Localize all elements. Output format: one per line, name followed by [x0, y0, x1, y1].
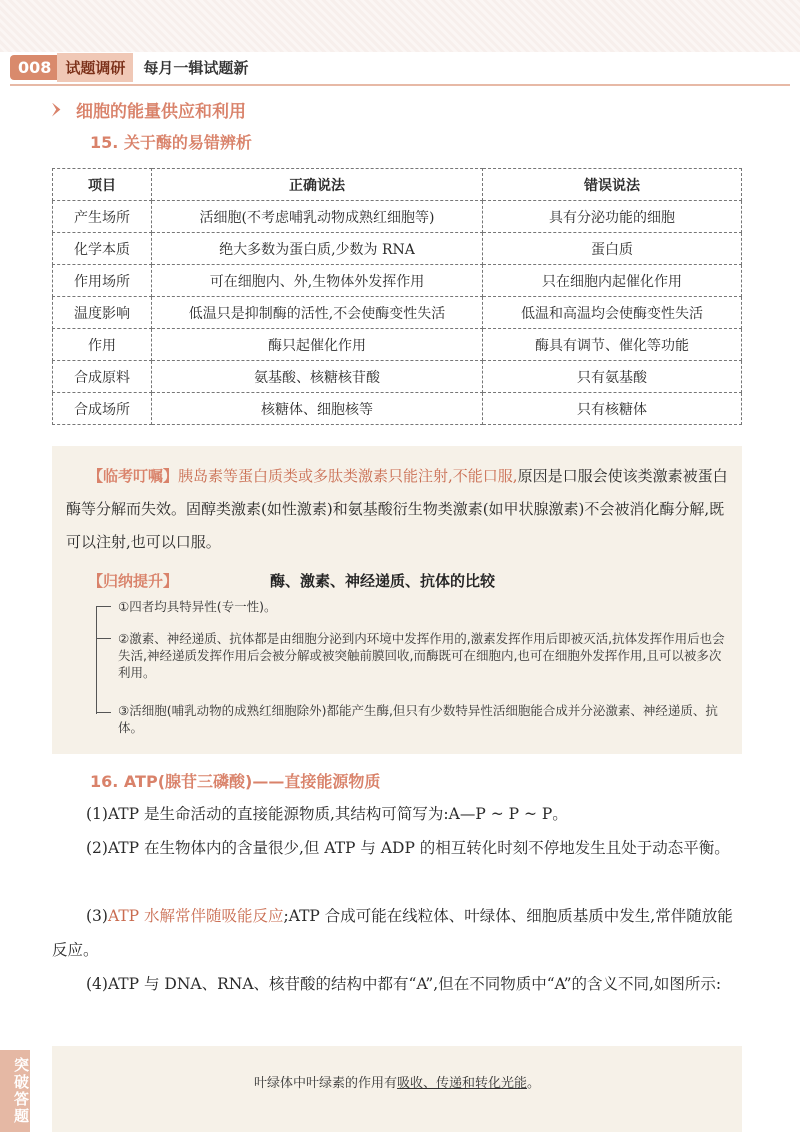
- bracket-tick: [97, 606, 111, 607]
- summary-note-3: ③活细胞(哺乳动物的成熟红细胞除外)都能产生酶,但只有少数特异性活细胞能合成并分泌激素、神经递质、抗体。: [118, 703, 718, 735]
- exam-tip-emphasis: 胰岛素等蛋白质类或多肽类激素只能注射,不能口服,: [178, 467, 518, 485]
- atp-point-3-highlight: ATP 水解常伴随吸能反应: [107, 907, 284, 925]
- table-row: [53, 329, 742, 361]
- summary-note-2: ②激素、神经递质、抗体都是由细胞分泌到内环境中发挥作用的,激素发挥作用后即被灭活,抗体发挥作用后也会失活,神经递质发挥作用后会被分解或被突触前膜回收,而酶既可在细胞内,也可在细胞外发挥作用,且可以被多次利用。: [118, 631, 725, 680]
- table-header-cell: 正确说法: [152, 169, 483, 201]
- summary-heading: [88, 570, 688, 594]
- table-header-row: [53, 169, 742, 201]
- bottom-note-prefix: 叶绿体中叶绿素的作用有: [253, 1076, 397, 1091]
- summary-label: 【归纳提升】: [88, 572, 179, 590]
- table-row: [53, 393, 742, 425]
- table-cell: 作用场所: [53, 265, 152, 297]
- table-cell: 合成原料: [53, 361, 152, 393]
- atp-point-3-rest: ;ATP 合成可能在线粒体、叶绿体、细胞质基质中发生,常伴随放能反应。: [52, 907, 733, 959]
- table-cell: 只有核糖体: [483, 393, 742, 425]
- topic-15-title: 15. 关于酶的易错辨析: [90, 133, 252, 152]
- table-row: [53, 297, 742, 329]
- table-cell: 产生场所: [53, 201, 152, 233]
- summary-note-1: ①四者均具特异性(专一性)。: [118, 599, 277, 614]
- table-cell: 可在细胞内、外,生物体外发挥作用: [152, 265, 483, 297]
- table-header-cell: 项目: [53, 169, 152, 201]
- exam-tip-label: 【临考叮嘱】: [88, 467, 179, 485]
- table-cell: 合成场所: [53, 393, 152, 425]
- table-cell: 只有氨基酸: [483, 361, 742, 393]
- atp-point-3: [52, 899, 742, 967]
- table-cell: 酶只起催化作用: [152, 329, 483, 361]
- atp-point-4: (4)ATP 与 DNA、RNA、核苷酸的结构中都有“A”,但在不同物质中“A”的含义不同,如图所示:: [86, 975, 722, 993]
- table-cell: 绝大多数为蛋白质,少数为 RNA: [152, 233, 483, 265]
- atp-point-2: (2)ATP 在生物体内的含量很少,但 ATP 与 ADP 的相互转化时刻不停地发生且处于动态平衡。: [86, 839, 730, 857]
- bottom-note-text: [52, 1072, 742, 1091]
- table-cell: 温度影响: [53, 297, 152, 329]
- table-row: [53, 361, 742, 393]
- page-number: 008: [10, 55, 57, 80]
- table-cell: 只在细胞内起催化作用: [483, 265, 742, 297]
- chevron-right-icon: [52, 103, 66, 117]
- table-cell: 低温只是抑制酶的活性,不会使酶变性失活: [152, 297, 483, 329]
- exam-tip-text: 原因是口服会使该类激素被蛋白酶等分解而失效。固醇类激素(如性激素)和氨基酸衍生物类激素(如甲状腺激素)不会被消化酶分解,既可以注射,也可以口服。: [66, 467, 728, 551]
- enzyme-misconception-table: [52, 168, 742, 425]
- table-row: [53, 265, 742, 297]
- bracket-tick: [97, 638, 111, 639]
- table-cell: 核糖体、细胞核等: [152, 393, 483, 425]
- atp-point-3-prefix: (3): [86, 907, 108, 925]
- header-divider: [10, 84, 790, 86]
- section-title-text: 细胞的能量供应和利用: [76, 102, 246, 122]
- table-cell: 具有分泌功能的细胞: [483, 201, 742, 233]
- exam-tip-paragraph: [66, 460, 731, 559]
- topic-16-title: 16. ATP(腺苷三磷酸)——直接能源物质: [90, 772, 381, 791]
- bracket-tick: [97, 712, 111, 713]
- summary-bracket: [96, 606, 111, 714]
- table-cell: 酶具有调节、催化等功能: [483, 329, 742, 361]
- atp-point-1: (1)ATP 是生命活动的直接能源物质,其结构可简写为:A—P ~ P ~ P。: [86, 805, 568, 823]
- bottom-note-suffix: 。: [527, 1076, 541, 1091]
- table-header-cell: 错误说法: [483, 169, 742, 201]
- top-decorative-band: [0, 0, 800, 52]
- table-row: [53, 201, 742, 233]
- table-cell: 蛋白质: [483, 233, 742, 265]
- table-cell: 活细胞(不考虑哺乳动物成熟红细胞等): [152, 201, 483, 233]
- section-title: [52, 97, 246, 122]
- page-header: [10, 52, 790, 82]
- table-cell: 化学本质: [53, 233, 152, 265]
- table-cell: 氨基酸、核糖核苷酸: [152, 361, 483, 393]
- summary-title: 酶、激素、神经递质、抗体的比较: [270, 572, 496, 590]
- bottom-note-underlined: 吸收、传递和转化光能: [396, 1076, 527, 1091]
- table-cell: 低温和高温均会使酶变性失活: [483, 297, 742, 329]
- table-row: [53, 233, 742, 265]
- series-subtitle: 每月一辑试题新: [143, 58, 249, 77]
- series-name: 试题调研: [57, 53, 133, 82]
- side-tab-label: 突破答题: [0, 1050, 30, 1132]
- table-cell: 作用: [53, 329, 152, 361]
